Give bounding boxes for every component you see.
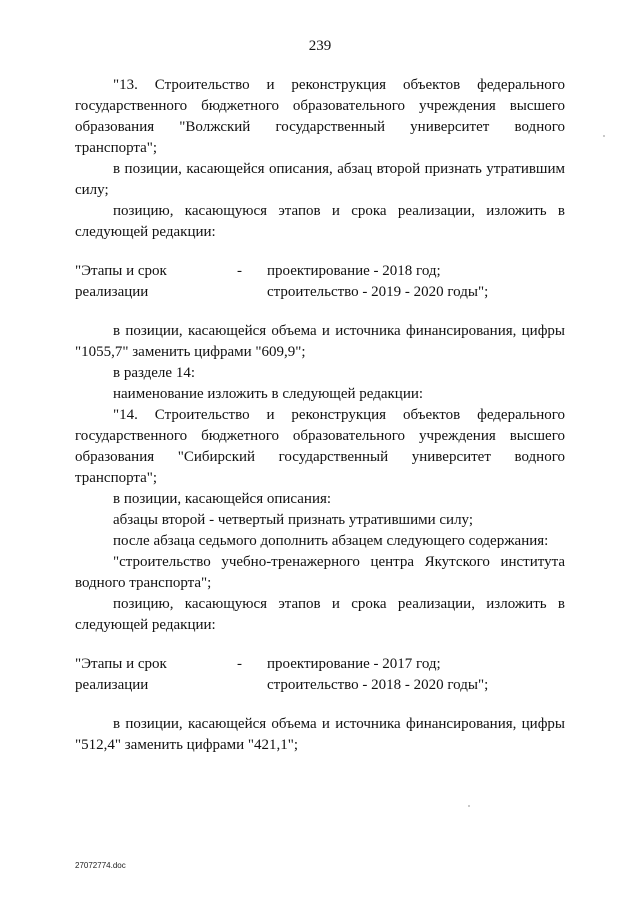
stage-block-2 — [75, 654, 565, 696]
paragraph-description-paragraph-2: в позиции, касающейся описания, абзац второй признать утратившим силу; — [75, 161, 565, 198]
stage-dash: - — [237, 656, 242, 672]
paragraph-description-position: в позиции, касающейся описания: — [113, 491, 332, 507]
stage-value-line: строительство - 2019 - 2020 годы"; — [267, 284, 489, 300]
stage-block-1 — [75, 261, 565, 303]
stage-label-line: реализации — [75, 284, 149, 300]
stage-label-line: "Этапы и срок — [75, 656, 167, 672]
paragraph-training-center: "строительство учебно-тренажерного центра Якутского института водного транспорта"; — [75, 554, 565, 591]
stage-label — [75, 654, 237, 696]
page-number: 239 — [308, 38, 332, 54]
paragraph-repeal-paragraphs: абзацы второй - четвертый признать утратившими силу; — [113, 512, 474, 528]
stage-label-line: "Этапы и срок — [75, 263, 167, 279]
paragraph-financing-change-2: в позиции, касающейся объема и источника финансирования, цифры "512,4" заменить цифрами "421,1"; — [75, 716, 565, 753]
paragraph-name-change: наименование изложить в следующей редакции: — [113, 386, 424, 402]
stage-label — [75, 261, 237, 303]
paragraph-section-14-title: "14. Строительство и реконструкция объектов федерального государственного бюджетного образовательного учреждения высшего образования "Сибирский государственный университет водного транспорта"; — [75, 407, 565, 486]
document-body — [75, 75, 565, 756]
scan-speck — [468, 805, 470, 807]
paragraph-section-13-title: "13. Строительство и реконструкция объектов федерального государственного бюджетного образовательного учреждения высшего образования "Волжский государственный университет водного транспорта"; — [75, 77, 565, 156]
stage-values — [267, 261, 565, 303]
document-id: 27072774.doc — [75, 861, 126, 870]
paragraph-add-after-seventh: после абзаца седьмого дополнить абзацем следующего содержания: — [113, 533, 549, 549]
stage-value-line: строительство - 2018 - 2020 годы"; — [267, 677, 489, 693]
paragraph-financing-change: в позиции, касающейся объема и источника финансирования, цифры "1055,7" заменить цифрами "609,9"; — [75, 323, 565, 360]
paragraph-stages-intro: позицию, касающуюся этапов и срока реализации, изложить в следующей редакции: — [75, 203, 565, 240]
stage-value-line: проектирование - 2018 год; — [267, 263, 441, 279]
stage-values — [267, 654, 565, 696]
paragraph-section-14: в разделе 14: — [113, 365, 195, 381]
paragraph-stages-intro-2: позицию, касающуюся этапов и срока реализации, изложить в следующей редакции: — [75, 596, 565, 633]
stage-label-line: реализации — [75, 677, 149, 693]
stage-dash: - — [237, 263, 242, 279]
stage-value-line: проектирование - 2017 год; — [267, 656, 441, 672]
scan-speck — [603, 135, 605, 137]
